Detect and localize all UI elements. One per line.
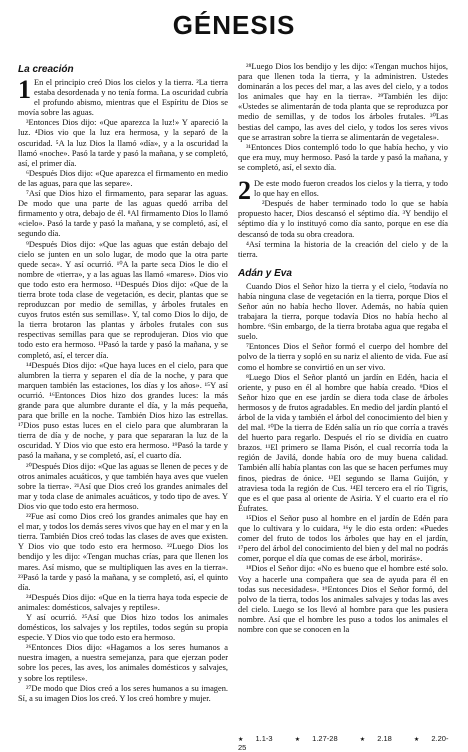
- footnote-ref: ★ 2.18: [359, 734, 392, 743]
- chapter-number-2: 2: [238, 176, 251, 206]
- section-heading-creation: La creación: [18, 64, 74, 75]
- footnote-ref: ★ 2.20-25: [238, 734, 449, 752]
- verse-paragraph: ¹⁴Después Dios dijo: «Que haya luces en el cielo, para que alumbren la tierra y separen el día de la noche, y para que marquen también las estaciones, los días y los años». ¹⁵Y así ocurrió. ¹⁶Entonces Dios hizo dos grandes luces: la más grande para que alumbre durante el día, y la más pequeña, para que brille en la noche. También Dios hizo las estrellas. ¹⁷Dios puso estas luces en el cielo para que alumbraran la tierra de día y de noche, y para que separaran la luz de la oscuridad. Y Dios vio que esto era hermoso. ¹⁹Pasó la tarde y pasó la mañana, y se completó, así, el cuarto día.: [18, 360, 228, 461]
- verse-paragraph: ²²Fue así como Dios creó los grandes animales que hay en el mar, y todos los demás seres vivos que hay en el mar y en la tierra. También Dios creó todas las clases de aves que existen. Y Dios vio que todo esto era hermoso. ²²Luego Dios los bendijo y les dijo: «Tengan muchas crías, para que llenen los mares. Así mismo, que se multipliquen las aves en la tierra». ²³Pasó la tarde y pasó la mañana, y se completó, así, el quinto día.: [18, 512, 228, 592]
- section-heading-adam-eve: Adán y Eva: [238, 267, 292, 279]
- verse-paragraph: ¹⁵Dios el Señor puso al hombre en el jardín de Edén para que lo cultivara y lo cuidara, ¹⁶y le dio esta orden: «Puedes comer del fruto de todos los árboles que hay en el jardín, ¹⁷pero del árbol del conocimiento del bien y del mal no podrás comer, porque el día que comas de ese árbol, morirás».: [238, 513, 448, 564]
- left-column: [18, 62, 228, 726]
- verse-paragraph: ¹⁸Dios el Señor dijo: «No es bueno que el hombre esté solo. Voy a hacerle una compañera que sea de ayuda para él en todas sus necesidades». ¹⁹Entonces Dios el Señor formó, del polvo de la tierra, todos los animales salvajes y todas las aves del cielo. Luego se los llevó al hombre para que les pusiera nombre. Así que el hombre les puso a todos los animales el nombre con que se conocen en la: [238, 564, 448, 634]
- verse-paragraph: ³¹Entonces Dios contempló todo lo que había hecho, y vio que era muy, muy hermoso. Pasó la tarde y pasó la mañana, y se completó, así, el sexto día.: [238, 142, 448, 172]
- verse-paragraph: ³Entonces Dios dijo: «Que aparezca la luz!» Y apareció la luz. ⁴Dios vio que la luz era hermosa, y la separó de la oscuridad. ⁵A la luz Dios la llamó «día», y a la oscuridad la llamó «noche». Pasó la tarde y pasó la mañana, y se completó, así, el primer día.: [18, 118, 228, 168]
- verse-text: De este modo fueron creados los cielos y la tierra, y todo lo que hay en ellos.: [254, 179, 448, 199]
- chapter-number-1: 1: [18, 75, 31, 104]
- right-column: [238, 62, 448, 726]
- verse-paragraph: ²⁴Después Dios dijo: «Que en la tierra haya toda especie de animales: domésticos, salvajes y reptiles».: [18, 592, 228, 612]
- footnote-ref: ★ 1.27-28: [294, 734, 338, 743]
- verse-paragraph: ⁶Después Dios dijo: «Que aparezca el firmamento en medio de las aguas, para que las separe».: [18, 168, 228, 188]
- footnote-ref: ★ 1.1-3: [238, 734, 273, 743]
- verse-paragraph: ⁷Así que Dios hizo el firmamento, para separar las aguas. De modo que una parte de las aguas quedó arriba del firmamento y otra, debajo de él. ⁸Al firmamento Dios lo llamó «cielo». Pasó la tarde y pasó la mañana, y se completó, así, el segundo día.: [18, 189, 228, 239]
- verse-paragraph: ²⁰Después Dios dijo: «Que las aguas se llenen de peces y de otros animales acuáticos, y que también haya aves que vuelen sobre la tierra». ²¹Así que Dios creó los grandes animales del mar y toda clase de animales acuáticos, y todo tipo de aves. Y Dios vio que todo esto era hermoso.: [18, 461, 228, 511]
- verse-paragraph: [18, 75, 228, 118]
- verse-paragraph: ²⁷De modo que Dios creó a los seres humanos a su imagen. Sí, a su imagen Dios los creó. Y los creó hombre y mujer.: [18, 683, 228, 703]
- verse-paragraph: ⁷Entonces Dios el Señor formó el cuerpo del hombre del polvo de la tierra y sopló en su nariz el aliento de vida. Fue así como el hombre se convirtió en un ser vivo.: [238, 342, 448, 372]
- book-title: GÉNESIS: [172, 10, 296, 40]
- verse-paragraph: ⁹Después Dios dijo: «Que las aguas que están debajo del cielo se junten en un solo lugar, de modo que la otra parte quede seca». Y así ocurrió. ¹⁰A la parte seca Dios le dio el nombre de «tierra», y a las aguas las llamó «mares». Dios vio que todo esto era hermoso. ¹¹Después Dios dijo: «Que de la tierra brote toda clase de vegetación, es decir, plantas que se reproduzcan por medio de semillas, y árboles frutales en cuyos frutos estén sus semillas». Y, tal como Dios lo dijo, de la tierra brotaron las plantas y árboles frutales con sus respectivas semillas para que se reprodujeran. Dios vio que todo esto era hermoso. ¹³Pasó la tarde y pasó la mañana, y se completó, así, el tercer día.: [18, 239, 228, 360]
- verse-paragraph: Y así ocurrió. ²⁵Así que Dios hizo todos los animales domésticos, los salvajes y los reptiles, todos según su propia especie. Y Dios vio que todo esto era hermoso.: [18, 612, 228, 643]
- verse-paragraph: ²Después de haber terminado todo lo que se había propuesto hacer, Dios descansó el séptimo día. ³Y bendijo el séptimo día y lo instituyó como día santo, porque en ese día descansó de toda su obra creadora.: [238, 199, 448, 239]
- footnote-references: [238, 734, 458, 752]
- verse-paragraph: ²⁸Luego Dios los bendijo y les dijo: «Tengan muchos hijos, para que llenen toda la tierra, y la administren. Ustedes dominarán a los peces del mar, a las aves del cielo, y a todos los animales que hay en la tierra». ²⁹También les dijo: «Ustedes se alimentarán de toda planta que se reproduzca por medio de semillas, y de todos los árboles frutales. ³⁰Las bestias del campo, las aves del cielo, y todos los seres vivos que se arrastran sobre la tierra se alimentarán de vegetales».: [238, 62, 448, 142]
- spacer: [238, 260, 448, 266]
- verse-paragraph: ⁸Luego Dios el Señor plantó un jardín en Edén, hacia el oriente, y puso en él al hombre que había creado. ⁹Dios el Señor hizo que en ese jardín se diera toda clase de árboles hermosos y de frutos agradables. En medio del jardín plantó el árbol de la vida y también el árbol del conocimiento del bien y del mal. ¹⁰De la tierra de Edén salía un río que corría a través del huerto para regarlo. Después el río se dividía en cuatro brazos. ¹¹El primero se llama Pisón, el cual recorría toda la región de Javilá, donde había oro de muy buena calidad. También allí había plantas con las que se hacen perfumes muy finos, piedras de ónice. ¹³El segundo se llama Guijón, y atraviesa toda la región de Cus. ¹⁴El tercero era el río Tigris, que es el que pasa al oriente de Asiria. Y el cuarto era el río Éufrates.: [238, 372, 448, 513]
- verse-paragraph: ⁴Así termina la historia de la creación del cielo y de la tierra.: [238, 239, 448, 259]
- verse-paragraph: ²⁶Entonces Dios dijo: «Hagamos a los seres humanos a nuestra imagen, a nuestra semejanza, para que ejerzan poder sobre los peces, las aves, los animales domésticos y salvajes, y sobre los reptiles».: [18, 643, 228, 683]
- verse-text: En el principio creó Dios los cielos y la tierra. ²La tierra estaba desordenada y no tenía forma. La oscuridad cubría el profundo abismo, mientras que el Espíritu de Dios se movía sobre las aguas.: [18, 78, 228, 118]
- verse-paragraph: [238, 176, 448, 206]
- verse-paragraph: Cuando Dios el Señor hizo la tierra y el cielo, ⁵todavía no había ninguna clase de vegetación en la tierra, porque Dios el Señor aún no había hecho llover. Además, no había quien trabajara la tierra, porque todavía Dios no había hecho al hombre. ⁶Sin embargo, de la tierra brotaba agua que regaba el suelo.: [238, 281, 448, 342]
